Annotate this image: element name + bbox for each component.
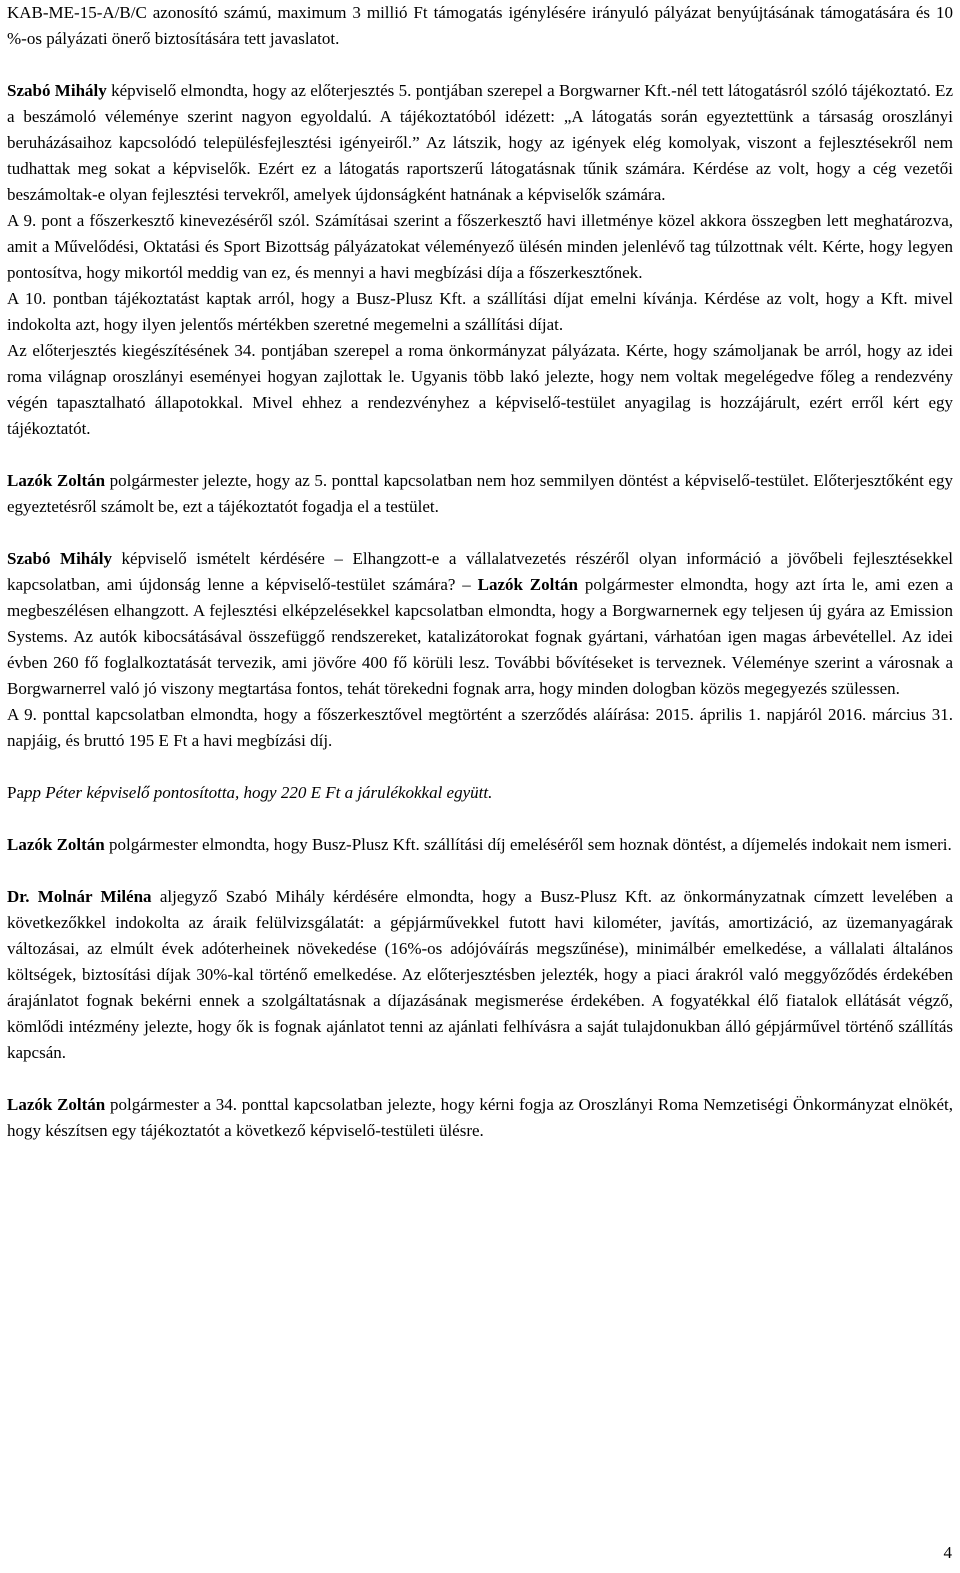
paragraph-text: képviselő elmondta, hogy az előterjesztés 5. pontjában szerepel a Borgwarner Kft.-nél tett látogatásról szóló tájékoztató. Ez a beszámoló véleménye szerint nagyon egyoldalú. A tájékoztatóból idézett: „A látogatás során egyeztettünk a társaság oroszlányi beruházásaihoz kapcsolódó településfejlesztési igényeiről.” Az látszik, hogy az igények elég komolyak, viszont a fejlesztésekről nem tudhattak meg sokat a képviselők. Ezért ez a látogatás raportszerű látogatásnak tűnik számára. Kérdése az volt, hogy a cég vezetői beszámoltak-e olyan fejlesztési tervekről, amelyek újdonságként hatnának a képviselők számára. (7, 81, 953, 204)
paragraph-text: A 9. pont a főszerkesztő kinevezéséről szól. Számításai szerint a főszerkesztő havi illetménye közel akkora összegben lett meghatározva, amit a Művelődési, Oktatási és Sport Bizottság pályázatokat véleményező ülésén minden jelenlévő tag túlzottnak vélt. Kérte, hogy legyen pontosítva, hogy mikortól meddig van ez, és mennyi a havi megbízási díja a főszerkesztőnek. (7, 211, 953, 282)
paragraph-text: polgármester elmondta, hogy azt írta le, ami ezen a megbeszélésen elhangzott. A fejlesztési elképzelésekkel kapcsolatban elmondta, hogy a Borgwarnernek egy teljesen új gyára az Emission Systems. Az autók kibocsátásával összefüggő rendszereket, katalizátorokat fognak gyártani, várhatóan igen magas árbevétellel. Az idei évben 260 fő foglalkoztatását tervezik, ami jövőre 400 fő körüli lesz. További bővítéseket is terveznek. Véleménye szerint a városnak a Borgwarnerrel való jó viszony megtartása fontos, tehát törekedni fognak arra, hogy minden dologban közös megegyezés szülessen. (7, 575, 953, 698)
paragraph-spacer (7, 858, 953, 884)
paragraph-p9 (7, 780, 953, 806)
paragraph-p11 (7, 884, 953, 1066)
document-page (7, 0, 953, 1144)
speaker-name: Lazók Zoltán (7, 1095, 106, 1114)
paragraph-spacer (7, 1066, 953, 1092)
paragraph-text: polgármester elmondta, hogy Busz-Plusz Kft. szállítási díj emeléséről sem hoznak döntést, a díjemelés indokait nem ismeri. (104, 835, 952, 854)
paragraph-spacer (7, 520, 953, 546)
speaker-name: Lazók Zoltán (7, 471, 106, 490)
italic-text: pp Péter képviselő pontosította, hogy 220 E Ft a járulékokkal együtt. (24, 783, 493, 802)
paragraph-text: A 10. pontban tájékoztatást kaptak arról, hogy a Busz-Plusz Kft. a szállítási díjat emelni kívánja. Kérdése az volt, hogy a Kft. mivel indokolta azt, hogy ilyen jelentős mértékben szeretné megemelni a szállítási díjat. (7, 289, 953, 334)
speaker-name: Lazók Zoltán (7, 835, 105, 854)
paragraph-spacer (7, 754, 953, 780)
paragraph-spacer (7, 806, 953, 832)
paragraph-p12 (7, 1092, 953, 1144)
paragraph-spacer (7, 442, 953, 468)
paragraph-text: Pa (7, 783, 24, 802)
paragraph-p2 (7, 78, 953, 208)
paragraph-text: Az előterjesztés kiegészítésének 34. pontjában szerepel a roma önkormányzat pályázata. Kérte, hogy számoljanak be arról, hogy az idei roma világnap oroszlányi eseményei hogyan zajlottak le. Ugyanis több lakó jelezte, hogy nem voltak megelégedve főleg a rendezvény végén tapasztalható állapotokkal. Mivel ehhez a rendezvényhez a képviselő-testület anyagilag is hozzájárult, ezért erről kért egy tájékoztatót. (7, 341, 953, 438)
paragraph-text: KAB-ME-15-A/B/C azonosító számú, maximum 3 millió Ft támogatás igénylésére irányuló pályázat benyújtásának támogatására és 10 %-os pályázati önerő biztosítására tett javaslatot. (7, 3, 953, 48)
paragraph-text: polgármester jelezte, hogy az 5. ponttal kapcsolatban nem hoz semmilyen döntést a képviselő-testület. Előterjesztőként egy egyeztetésről számolt be, ezt a tájékoztatót fogadja el a testület. (7, 471, 953, 516)
speaker-name: Szabó Mihály (7, 81, 107, 100)
paragraph-p8 (7, 702, 953, 754)
paragraph-p5 (7, 338, 953, 442)
paragraph-p1 (7, 0, 953, 52)
speaker-name: Lazók Zoltán (477, 575, 578, 594)
paragraph-p4 (7, 286, 953, 338)
paragraph-p7 (7, 546, 953, 702)
paragraph-p6 (7, 468, 953, 520)
paragraph-spacer (7, 52, 953, 78)
paragraph-text: polgármester a 34. ponttal kapcsolatban jelezte, hogy kérni fogja az Oroszlányi Roma Nemzetiségi Önkormányzat elnökét, hogy készítsen egy tájékoztatót a következő képviselő-testületi ülésre. (7, 1095, 953, 1140)
paragraph-p10 (7, 832, 953, 858)
paragraph-text: A 9. ponttal kapcsolatban elmondta, hogy a főszerkesztővel megtörtént a szerződés aláírása: 2015. április 1. napjáról 2016. március 31. napjáig, és bruttó 195 E Ft a havi megbízási díj. (7, 705, 953, 750)
paragraph-p3 (7, 208, 953, 286)
paragraph-text: képviselő ismételt kérdésére – Elhangzott-e a vállalatvezetés részéről olyan információ a jövőbeli fejlesztésekkel kapcsolatban, ami újdonság lenne a képviselő-testület számára? – (7, 549, 953, 594)
paragraph-text: aljegyző Szabó Mihály kérdésére elmondta, hogy a Busz-Plusz Kft. az önkormányzatnak címzett levelében a következőkkel indokolta az áraik felülvizsgálatát: a gépjárművekkel futott havi kilométer, javítás, amortizáció, az üzemanyagárak változásai, az elmúlt évek adóterheinek növekedése (16%-os adójóváírás megszűnése), minimálbér emelkedése, a vállalati általános költségek, biztosítási díjak 30%-kal történő emelkedése. Az előterjesztésben jelezték, hogy a piaci árakról való meggyőződés érdekében árajánlatot fognak bekérni ennek a szolgáltatásnak a díjazásának megismerése érdekében. A fogyatékkal élő fiatalok ellátását végző, kömlődi intézmény jelezte, hogy ők is fognak ajánlatot tenni az ajánlati felhívásra a saját tulajdonukban álló gépjárművel történő szállítás kapcsán. (7, 887, 953, 1062)
speaker-name: Dr. Molnár Miléna (7, 887, 152, 906)
speaker-name: Szabó Mihály (7, 549, 112, 568)
page-number: 4 (943, 1543, 952, 1562)
